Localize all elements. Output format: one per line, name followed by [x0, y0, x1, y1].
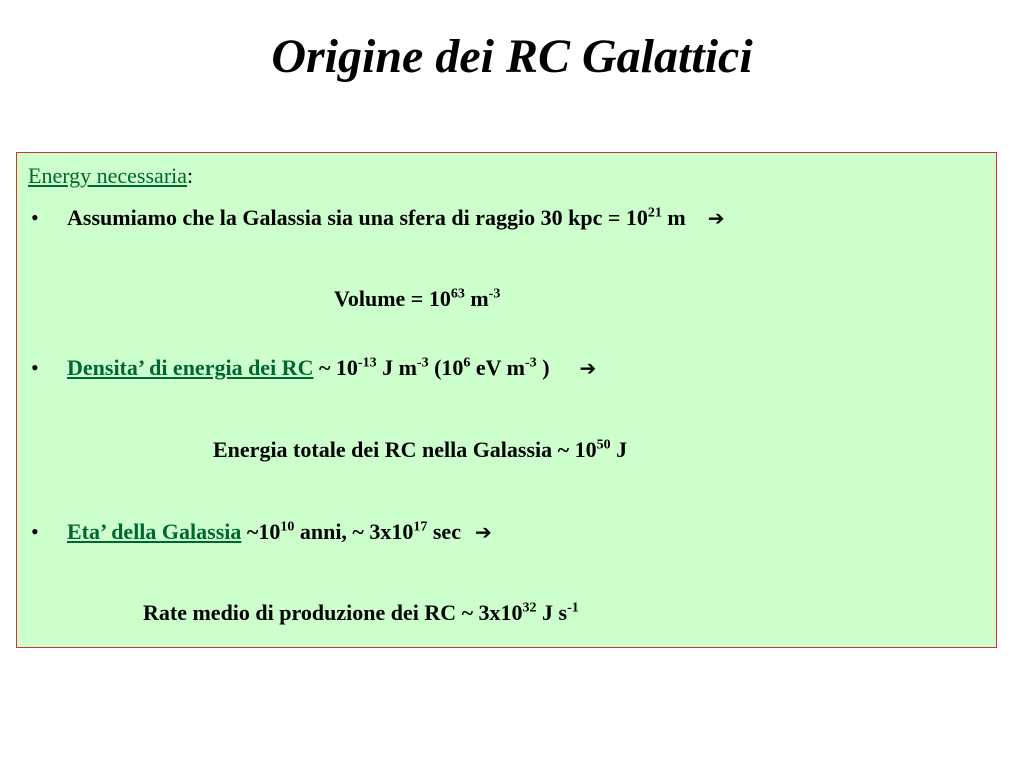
- volume-unit: m: [464, 286, 489, 311]
- energy-density-unit: J m: [376, 355, 417, 380]
- rate-unit-exponent: -1: [567, 600, 579, 616]
- galaxy-size-text: Assumiamo che la Galassia sia una sfera di raggio 30 kpc = 10: [67, 205, 648, 230]
- energy-density-close-paren: ): [536, 355, 550, 380]
- bullet-icon: •: [31, 519, 39, 544]
- bullet-icon: •: [31, 355, 39, 380]
- arrow-right-icon: ➔: [707, 206, 725, 230]
- energy-density-ev-unit: eV m: [470, 355, 526, 380]
- energy-total-line: [213, 437, 627, 463]
- energy-density-unit-exponent: -3: [416, 355, 429, 371]
- energy-density-ev-exponent: 6: [463, 355, 471, 371]
- energy-total-unit: J: [610, 437, 628, 462]
- energy-density-ev-unit-exponent: -3: [525, 355, 537, 371]
- energy-density-value: ~ 10: [313, 355, 358, 380]
- arrow-right-icon: ➔: [579, 356, 597, 380]
- galaxy-size-unit: m: [661, 205, 686, 230]
- galaxy-age-seconds-exponent: 17: [413, 519, 428, 535]
- energy-total-exponent: 50: [596, 437, 611, 453]
- volume-text: Volume = 10: [334, 286, 451, 311]
- galaxy-age-exponent: 10: [280, 519, 295, 535]
- arrow-right-icon: ➔: [474, 520, 492, 544]
- galaxy-age-seconds-value: anni, ~ 3x10: [294, 519, 414, 544]
- section-heading-label: Energy necessaria: [28, 163, 188, 188]
- energy-density-ev-value: (10: [428, 355, 464, 380]
- content-box: [16, 152, 997, 648]
- volume-unit-exponent: -3: [488, 286, 501, 302]
- volume-line: [334, 286, 500, 312]
- galaxy-age-label: Eta’ della Galassia: [67, 519, 242, 544]
- slide-title: Origine dei RC Galattici: [271, 30, 753, 83]
- rate-line: [143, 600, 579, 626]
- galaxy-age-value: ~10: [241, 519, 281, 544]
- section-heading: [28, 163, 193, 189]
- section-heading-colon: :: [187, 163, 194, 188]
- bullet-icon: •: [31, 205, 39, 230]
- volume-exponent: 63: [450, 286, 465, 302]
- galaxy-size-exponent: 21: [647, 205, 662, 221]
- rate-exponent: 32: [522, 600, 537, 616]
- galaxy-age-seconds-unit: sec: [427, 519, 461, 544]
- rate-text: Rate medio di produzione dei RC ~ 3x10: [143, 600, 523, 625]
- energy-total-text: Energia totale dei RC nella Galassia ~ 10: [213, 437, 597, 462]
- bullet-item-galaxy-age: [67, 519, 492, 545]
- bullet-item-galaxy-size: [67, 205, 725, 231]
- energy-density-exponent: -13: [357, 355, 377, 371]
- bullet-item-energy-density: [67, 355, 596, 381]
- energy-density-label: Densita’ di energia dei RC: [67, 355, 314, 380]
- rate-unit: J s: [536, 600, 568, 625]
